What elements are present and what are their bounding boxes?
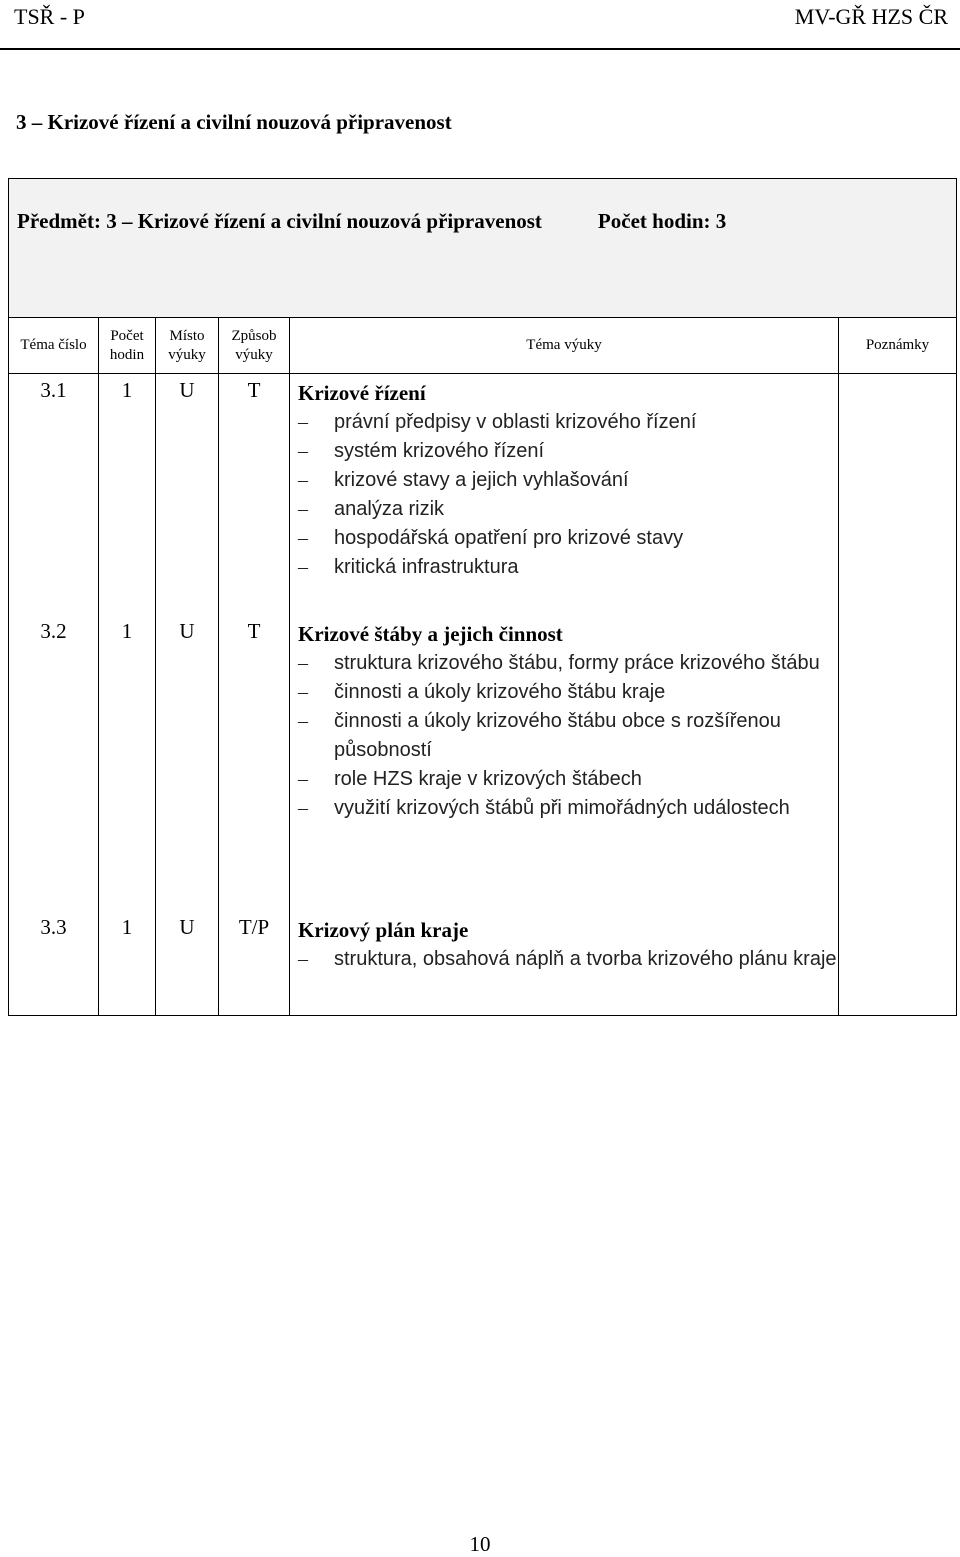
dash-bullet: –	[298, 710, 308, 732]
curriculum-table	[8, 178, 957, 1016]
list-item: – systém krizového řízení	[298, 437, 838, 466]
list-item: – činnosti a úkoly krizového štábu obce s rozšířenou působností	[298, 707, 838, 765]
topic-hours: 1	[99, 911, 156, 1016]
dash-bullet: –	[298, 652, 308, 674]
list-item: – role HZS kraje v krizových štábech	[298, 765, 838, 794]
topic-notes	[839, 615, 957, 911]
list-item: – struktura, obsahová náplň a tvorba krizového plánu kraje	[298, 945, 838, 974]
page-header	[0, 0, 960, 50]
list-item: – krizové stavy a jejich vyhlašování	[298, 466, 838, 495]
header-left-text: TSŘ - P	[14, 4, 85, 29]
list-item: – kritická infrastruktura	[298, 553, 838, 582]
topic-notes	[839, 374, 957, 616]
dash-bullet: –	[298, 440, 308, 462]
list-item: – struktura krizového štábu, formy práce krizového štábu	[298, 649, 838, 678]
topic-theme	[290, 374, 839, 616]
topic-title: Krizové řízení	[298, 381, 426, 405]
table-header-row	[9, 318, 957, 374]
topic-hours: 1	[99, 615, 156, 911]
col-header-notes: Poznámky	[839, 318, 957, 374]
section-heading: 3 – Krizové řízení a civilní nouzová připravenost	[16, 110, 452, 134]
topic-number: 3.2	[9, 615, 99, 911]
topic-title: Krizové štáby a jejich činnost	[298, 622, 563, 646]
dash-bullet: –	[298, 556, 308, 578]
dash-bullet: –	[298, 948, 308, 970]
topic-theme	[290, 911, 839, 1016]
col-header-place: Místo výuky	[156, 318, 219, 374]
topic-number: 3.1	[9, 374, 99, 616]
dash-bullet: –	[298, 797, 308, 819]
list-item: – právní předpisy v oblasti krizového řízení	[298, 408, 838, 437]
list-item: – hospodářská opatření pro krizové stavy	[298, 524, 838, 553]
topic-method: T	[219, 374, 290, 616]
page-number: 10	[469, 1532, 491, 1556]
table-row	[9, 615, 957, 911]
dash-bullet: –	[298, 469, 308, 491]
dash-bullet: –	[298, 498, 308, 520]
table-row	[9, 374, 957, 616]
topic-number: 3.3	[9, 911, 99, 1016]
subject-label: Předmět:	[17, 209, 101, 233]
list-item: – činnosti a úkoly krizového štábu kraje	[298, 678, 838, 707]
dash-bullet: –	[298, 681, 308, 703]
hours-value: 3	[715, 209, 727, 233]
topic-hours: 1	[99, 374, 156, 616]
subject-cell	[9, 179, 957, 318]
list-item: – analýza rizik	[298, 495, 838, 524]
list-item: – využití krizových štábů při mimořádných událostech	[298, 794, 838, 823]
topic-theme	[290, 615, 839, 911]
topic-place: U	[156, 615, 219, 911]
topic-notes	[839, 911, 957, 1016]
dash-bullet: –	[298, 527, 308, 549]
subject-name: 3 – Krizové řízení a civilní nouzová připravenost	[106, 209, 542, 233]
col-header-hours: Počet hodin	[99, 318, 156, 374]
hours-label: Počet hodin:	[597, 209, 711, 233]
topic-place: U	[156, 374, 219, 616]
col-header-topic-no: Téma číslo	[9, 318, 99, 374]
col-header-method: Způsob výuky	[219, 318, 290, 374]
dash-bullet: –	[298, 411, 308, 433]
subject-row	[9, 179, 957, 318]
dash-bullet: –	[298, 768, 308, 790]
topic-place: U	[156, 911, 219, 1016]
topic-method: T	[219, 615, 290, 911]
table-row	[9, 911, 957, 1016]
col-header-theme: Téma výuky	[290, 318, 839, 374]
topic-method: T/P	[219, 911, 290, 1016]
header-right-text: MV-GŘ HZS ČR	[794, 4, 948, 29]
subject-line	[9, 179, 956, 234]
topic-title: Krizový plán kraje	[298, 918, 469, 942]
